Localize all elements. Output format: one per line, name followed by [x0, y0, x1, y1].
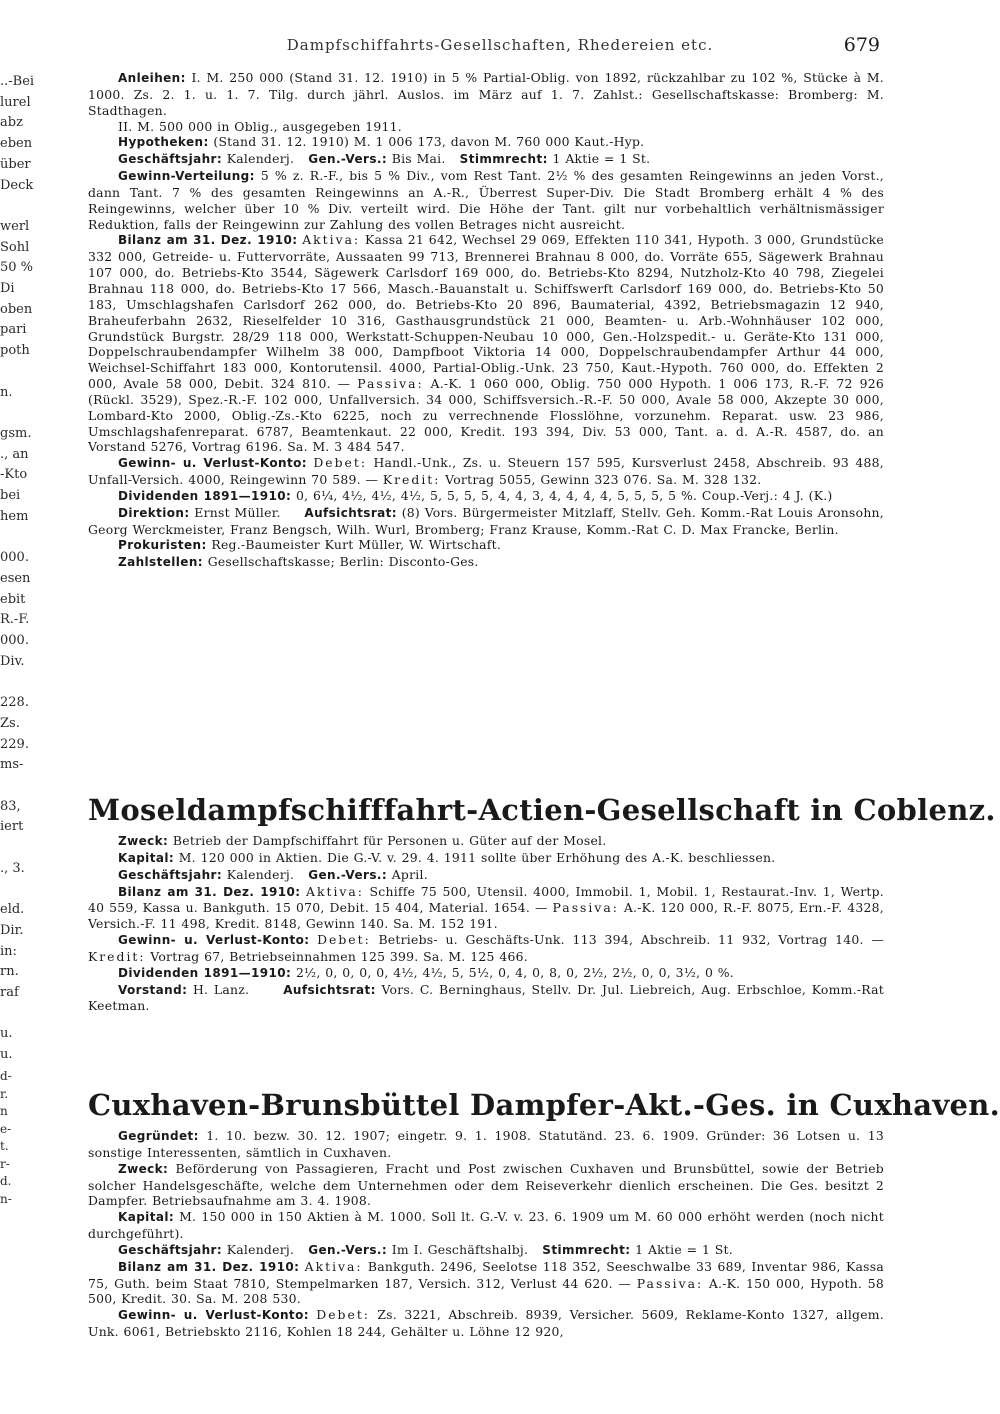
kapital-paragraph: Kapital: M. 120 000 in Aktien. Die G.-V. v. 29. 4. 1911 sollte über Erhöhung des A.-K. beschliessen.: [118, 849, 776, 865]
margin-fragment: Di: [0, 281, 15, 297]
margin-fragment: Dir.: [0, 922, 24, 938]
vorstand-paragraph: Vorstand: H. Lanz. Aufsichtsrat: Vors. C. Berninghaus, Stellv. Dr. Jul. Liebreich, Aug. Erbschloe, Komm.-Rat Keetman.: [88, 981, 884, 1014]
margin-fragment: [0, 879, 40, 900]
margin-fragment: esen: [0, 570, 31, 586]
margin-fragment: ebit: [0, 591, 26, 607]
bilanz-paragraph: Bilanz am 31. Dez. 1910: Aktiva: Schiffe 75 500, Utensil. 4000, Immobil. 1, Mobil. 1, Restaurat.-Inv. 1, Wertp. 40 559, Kassa u. Bankguth. 15 070, Debit. 15 404, Material. 1654. — Passiva: A.-K. 120 000, R.-F. 8075, Ern.-F. 4328, Versich.-F. 11 498, Kredit. 8148, Gewinn 140. Sa. M. 152 191.: [88, 883, 884, 932]
margin-fragment: über: [0, 156, 31, 172]
margin-fragment: poth: [0, 343, 30, 359]
margin-fragment: [0, 527, 40, 548]
margin-fragment: werl: [0, 218, 30, 234]
margin-fragment: ., an: [0, 446, 29, 462]
guv-paragraph: Gewinn- u. Verlust-Konto: Debet: Handl.-Unk., Zs. u. Steuern 157 595, Kursverlust 2458, Abschreib. 93 488, Unfall-Versich. 4000, Reingewinn 70 589. — Kredit: Vortrag 5055, Gewinn 323 076. Sa. M. 328 132.: [88, 455, 884, 488]
margin-fragment: e-: [0, 1121, 12, 1136]
margin-fragment: in:: [0, 943, 17, 959]
guv-paragraph: Gewinn- u. Verlust-Konto: Debet: Betriebs- u. Geschäfts-Unk. 113 394, Abschreib. 11 932, Vortrag 140. — Kredit: Vortrag 67, Betriebseinnahmen 125 399. Sa. M. 125 466.: [88, 932, 884, 964]
margin-fragment: eld.: [0, 902, 25, 918]
geschaeftsjahr-paragraph: Geschäftsjahr: Kalenderj. Gen.-Vers.: Im I. Geschäftshalbj. Stimmrecht: 1 Aktie = 1 St.: [118, 1241, 733, 1257]
margin-fragment: d-: [0, 1069, 12, 1083]
margin-fragment: Zs.: [0, 715, 20, 731]
margin-fragment: rn.: [0, 964, 19, 980]
margin-fragment: [0, 1004, 40, 1025]
prokuristen-paragraph: Prokuristen: Reg.-Baumeister Kurt Müller, W. Wirtschaft.: [118, 537, 502, 553]
margin-fragment: -Kto: [0, 467, 28, 483]
margin-fragment: r.: [0, 1086, 9, 1101]
company-entry-continued: [88, 70, 884, 571]
company-entry-moseldampfschifffahrt: [88, 793, 996, 1014]
page-header: [0, 36, 1000, 60]
margin-fragment: [0, 362, 40, 383]
margin-fragment: 000.: [0, 632, 29, 648]
margin-fragment: [0, 672, 40, 693]
dividenden-paragraph: Dividenden 1891—1910: 0, 6¼, 4½, 4½, 4½, 5, 5, 5, 5, 4, 4, 3, 4, 4, 4, 4, 5, 5, 5, 5 %. Coup.-Verj.: 4 J. (K.): [118, 487, 833, 503]
margin-fragment: ., 3.: [0, 860, 25, 876]
margin-fragment: ..-Bei: [0, 74, 35, 89]
margin-fragment: abz: [0, 115, 23, 131]
company-entry-cuxhaven-brunsbuettel: [88, 1088, 1000, 1340]
zweck-paragraph: Zweck: Betrieb der Dampfschiffahrt für Personen u. Güter auf der Mosel.: [118, 833, 607, 848]
company-title: Moseldampfschifffahrt-Actien-Gesellschaft in Coblenz.: [88, 793, 996, 827]
margin-fragment: pari: [0, 322, 27, 338]
page-number: 679: [843, 34, 880, 56]
geschaeftsjahr-paragraph: Geschäftsjahr: Kalenderj. Gen.-Vers.: Bis Mai. Stimmrecht: 1 Aktie = 1 St.: [118, 151, 651, 167]
margin-fragment: d.: [0, 1174, 12, 1188]
margin-fragment: Deck: [0, 177, 34, 193]
margin-fragment: t.: [0, 1139, 9, 1153]
margin-fragment: u.: [0, 1026, 13, 1042]
margin-fragment: hem: [0, 508, 29, 524]
margin-fragment: [0, 196, 40, 217]
margin-fragment: [0, 776, 40, 797]
margin-fragment: gsm.: [0, 425, 32, 441]
margin-fragment: n-: [0, 1191, 12, 1206]
margin-fragment: lurel: [0, 94, 31, 110]
bilanz-paragraph: Bilanz am 31. Dez. 1910: Aktiva: Bankguth. 2496, Seelotse 118 352, Seeschwalbe 33 689, Inventar 986, Kassa 75, Guth. beim Staat 7810, Stempelmarken 187, Versich. 312, Verlust 44 620. — Passiva: A.-K. 150 000, Hypoth. 58 500, Kredit. 30. Sa. M. 208 530.: [88, 1258, 884, 1307]
margin-fragment: Div.: [0, 653, 25, 669]
margin-fragment: 229.: [0, 736, 29, 752]
left-margin-fragments-lower: [0, 1068, 30, 1228]
kapital-paragraph: Kapital: M. 150 000 in 150 Aktien à M. 1000. Soll lt. G.-V. v. 23. 6. 1909 um M. 60 000 erhöht werden (noch nicht durchgeführt).: [88, 1209, 884, 1242]
margin-fragment: n.: [0, 384, 13, 400]
direktion-paragraph: Direktion: Ernst Müller. Aufsichtsrat: (8) Vors. Bürgermeister Mitzlaff, Stellv. Geh. Komm.-Rat Louis Aronsohn, Georg Werckmeister, Franz Bengsch, Wilh. Wurl, Bromberg; Franz Krause, Komm.-Rat C. D. Max Francke, Berlin.: [88, 504, 884, 537]
geschaeftsjahr-paragraph: Geschäftsjahr: Kalenderj. Gen.-Vers.: April.: [118, 866, 428, 882]
guv-paragraph: Gewinn- u. Verlust-Konto: Debet: Zs. 3221, Abschreib. 8939, Versicher. 5609, Reklame-Konto 1327, allgem. Unk. 6061, Betriebskto 2116, Kohlen 18 244, Gehälter u. Löhne 12 920,: [88, 1307, 884, 1340]
margin-fragment: 50 %: [0, 260, 34, 276]
left-margin-fragments: [0, 72, 40, 1063]
running-title: Dampfschiffahrts-Gesellschaften, Rhedereien etc.: [286, 36, 714, 54]
zahlstellen-paragraph: Zahlstellen: Gesellschaftskasse; Berlin: Disconto-Ges.: [118, 554, 479, 570]
margin-fragment: 228.: [0, 695, 29, 711]
margin-fragment: Sohl: [0, 239, 30, 255]
zweck-paragraph: Zweck: Beförderung von Passagieren, Fracht und Post zwischen Cuxhaven und Brunsbüttel, sowie der Betrieb solcher Handelsgeschäfte, welche dem Unternehmen oder dem Reiseverkehr dienlich erscheinen. Die Ges. besitzt 2 Dampfer. Betriebsaufnahme am 3. 4. 1908.: [88, 1160, 884, 1209]
bilanz-paragraph: Bilanz am 31. Dez. 1910: Aktiva: Kassa 21 642, Wechsel 29 069, Effekten 110 341, Hypoth. 3 000, Grundstücke 332 000, Getreide- u. Futtervorräte, Aussaaten 99 713, Brennerei Brahnau 8 000, do. Vorräte 655, Sägewerk Brahnau 107 000, do. Betriebs-Kto 3544, Sägewerk Carlsdorf 169 000, do. Betriebs-Kto 8294, Nutzholz-Kto 40 798, Ziegelei Brahnau 118 000, do. Betriebs-Kto 17 566, Masch.-Bauanstalt u. Schiffswerft Carlsdorf 169 000, do. Betriebs-Kto 50 183, Umschlagshafen Carlsdorf 262 000, do. Betriebs-Kto 20 896, Baumaterial, 4392, Betriebsmagazin 12 940, Braheuferbahn 2632, Rieselfelder 10 316, Gasthausgrundstück 21 000, Beamten- u. Arb.-Wohnhäuser 102 000, Grundstück Burgstr. 28/29 118 000, Werkstatt-Schuppen-Neubau 10 000, Gen.-Holzspedit.- u. Geräte-Kto 131 000, Doppelschraubendampfer Wilhelm 38 000, Dampfboot Viktoria 14 000, Doppelschraubendampfer Arthur 44 000, Weichsel-Schiffahrt 183 000, Kontorutensil. 4000, Partial-Oblig.-Unk. 23 750, Kaut.-Hypoth. 760 000, do. Effekten 2 000, Avale 58 000, Debit. 324 810. — Passiva: A.-K. 1 060 000, Oblig. 750 000 Hypoth. 1 006 173, R.-F. 72 926 (Rückl. 3529), Spez.-R.-F. 102 000, Unfallversich. 34 000, Schiffsversich.-R.-F. 50 000, Avale 58 000, Akzepte 30 000, Lombard-Kto 2000, Oblig.-Zs.-Kto 6225, noch zu verrechnende Flosslöhne, vorzunehm. Reparat. usw. 23 986, Umschlagshafenreparat. 6787, Beamtenkaut. 22 000, Kredit. 193 394, Div. 53 000, Tant. a. d. A.-R. 4587, do. an Vorstand 5276, Vortrag 6196. Sa. M. 3 484 547.: [88, 232, 884, 455]
company-title: Cuxhaven-Brunsbüttel Dampfer-Akt.-Ges. in Cuxhaven.: [88, 1088, 1000, 1122]
gewinnverteilung-paragraph: Gewinn-Verteilung: 5 % z. R.-F., bis 5 % Div., vom Rest Tant. 2½ % des gesamten Reingewinns an jeden Vorst., dann Tant. 7 % des gesamten Reingewinns an A.-R., Überrest Super-Div. Die Stadt Bromberg erhält 4 % des Reingewinns, welcher über 10 % Div. verteilt wird. Die Höhe der Tant. gilt nur vorbehaltlich verhältnismässiger Reduktion, falls der Reingewinn zur Zahlung des vollen Betrages nicht ausreicht.: [88, 168, 884, 232]
dividenden-paragraph: Dividenden 1891—1910: 2½, 0, 0, 0, 0, 4½, 4½, 5, 5½, 0, 4, 0, 8, 0, 2½, 2½, 0, 0, 3½, 0 %.: [118, 964, 734, 980]
margin-fragment: u.: [0, 1047, 13, 1063]
margin-fragment: iert: [0, 819, 24, 835]
margin-fragment: R.-F.: [0, 612, 30, 628]
margin-fragment: r-: [0, 1156, 10, 1171]
margin-fragment: raf: [0, 984, 19, 1000]
margin-fragment: n: [0, 1104, 8, 1118]
gegruendet-paragraph: Gegründet: 1. 10. bezw. 30. 12. 1907; eingetr. 9. 1. 1908. Statutänd. 23. 6. 1909. Gründer: 36 Lotsen u. 13 sonstige Interessenten, sämtlich in Cuxhaven.: [88, 1128, 884, 1160]
margin-fragment: ms-: [0, 757, 24, 773]
margin-fragment: bei: [0, 488, 21, 504]
anleihen-2-paragraph: II. M. 500 000 in Oblig., ausgegeben 1911.: [118, 118, 402, 134]
anleihen-paragraph: Anleihen: I. M. 250 000 (Stand 31. 12. 1910) in 5 % Partial-Oblig. von 1892, rückzahlbar zu 102 %, Stücke à M. 1000. Zs. 2. 1. u. 1. 7. Tilg. durch jährl. Auslos. im März auf 1. 7. Zahlst.: Gesellschaftskasse: Bromberg: M. Stadthagen.: [88, 70, 884, 118]
margin-fragment: [0, 838, 40, 859]
field-label: Anleihen:: [118, 71, 186, 85]
margin-fragment: eben: [0, 136, 33, 152]
margin-fragment: 000.: [0, 550, 29, 566]
margin-fragment: 83,: [0, 798, 21, 814]
margin-fragment: [0, 403, 40, 424]
hypotheken-paragraph: Hypotheken: (Stand 31. 12. 1910) M. 1 006 173, davon M. 760 000 Kaut.-Hyp.: [118, 134, 645, 150]
margin-fragment: oben: [0, 301, 33, 317]
